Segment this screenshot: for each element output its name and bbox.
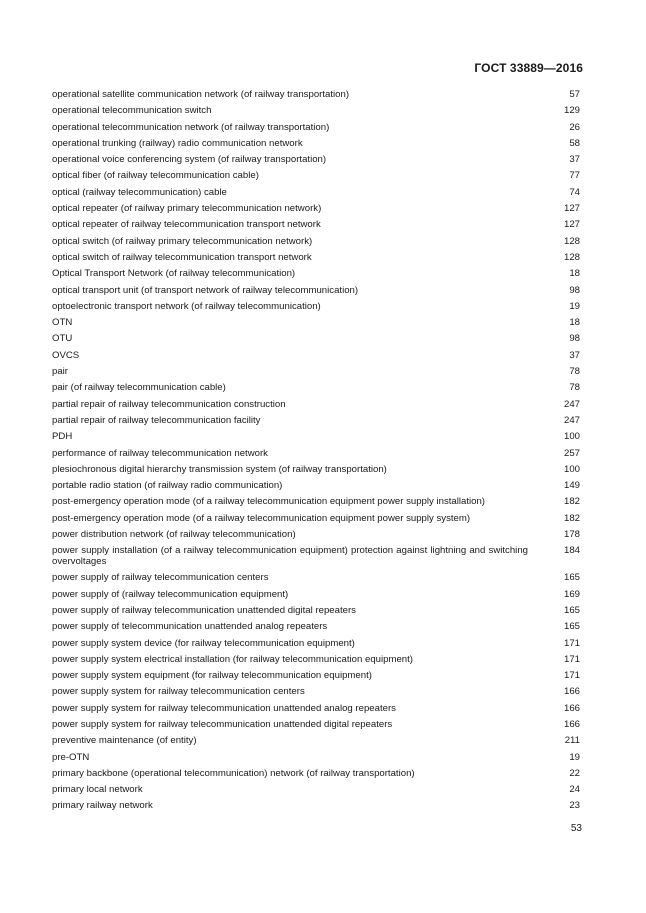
index-page-ref: 19 xyxy=(569,751,580,763)
index-term: power supply system for railway telecommunication centers xyxy=(52,686,305,698)
index-page-ref: 149 xyxy=(563,480,580,492)
index-page-ref: 127 xyxy=(563,203,580,215)
index-page-ref: 171 xyxy=(563,653,580,665)
index-entry xyxy=(52,382,580,398)
index-page-ref: 57 xyxy=(569,89,580,100)
index-term: pair (of railway telecommunication cable) xyxy=(52,382,226,394)
index-entry xyxy=(52,686,580,702)
index-page-ref: 211 xyxy=(564,735,580,747)
index-page-ref: 165 xyxy=(563,604,580,616)
index-page-ref: 171 xyxy=(563,670,580,682)
index-page-ref: 100 xyxy=(563,431,580,443)
index-term: optical fiber (of railway telecommunication cable) xyxy=(52,170,259,182)
index-entry xyxy=(52,366,580,382)
index-term: power supply system equipment (for railway telecommunication equipment) xyxy=(52,670,372,682)
index-page-ref: 165 xyxy=(563,572,580,584)
index-term: pair xyxy=(52,366,68,378)
index-entry xyxy=(52,431,580,447)
index-term: power supply system for railway telecommunication unattended digital repeaters xyxy=(52,718,393,730)
index-page-ref: 98 xyxy=(569,284,580,296)
index-entry xyxy=(52,285,580,301)
index-entry xyxy=(52,768,580,784)
index-term: post-emergency operation mode (of a railway telecommunication equipment power supply installation) xyxy=(52,496,486,508)
index-entry xyxy=(52,719,580,735)
index-page-ref: 22 xyxy=(569,767,580,779)
index-entry xyxy=(52,268,580,284)
index-entry xyxy=(52,670,580,686)
index-entry xyxy=(52,170,580,186)
index-entry xyxy=(52,187,580,203)
index-term: operational voice conferencing system (of railway transportation) xyxy=(52,154,327,166)
index-term: primary local network xyxy=(52,784,143,796)
index-term: operational satellite communication network (of railway transportation) xyxy=(52,89,350,100)
index-page-ref: 165 xyxy=(563,621,580,633)
index-page-ref: 184 xyxy=(563,545,580,557)
index-entry xyxy=(52,138,580,154)
index-term: primary backbone (operational telecommunication) network (of railway transportation) xyxy=(52,767,415,779)
index-term: power supply of railway telecommunication centers xyxy=(52,572,269,584)
page-number: 53 xyxy=(570,823,582,834)
index-page-ref: 18 xyxy=(569,317,580,329)
index-entry xyxy=(52,122,580,138)
index-page-ref: 166 xyxy=(563,686,580,698)
index-entry xyxy=(52,89,580,105)
index-term: optical switch (of railway primary telecommunication network) xyxy=(52,235,313,247)
index-term: operational telecommunication network (of railway transportation) xyxy=(52,121,330,133)
index-term: OTU xyxy=(52,333,73,345)
index-term: preventive maintenance (of entity) xyxy=(52,735,197,747)
index-entry xyxy=(52,333,580,349)
index-term: primary railway network xyxy=(52,800,153,812)
index-page-ref: 257 xyxy=(563,447,580,459)
index-entry xyxy=(52,105,580,121)
index-term: Optical Transport Network (of railway telecommunication) xyxy=(52,268,296,280)
index-entry xyxy=(52,350,580,366)
index-entry xyxy=(52,464,580,480)
index-entry xyxy=(52,638,580,654)
index-term: optical repeater of railway telecommunication transport network xyxy=(52,219,321,231)
index-term: power supply system device (for railway telecommunication equipment) xyxy=(52,637,355,649)
index-entry xyxy=(52,572,580,588)
index-term: OTN xyxy=(52,317,73,329)
index-entry xyxy=(52,654,580,670)
index-entry xyxy=(52,545,580,572)
index-page-ref: 74 xyxy=(569,186,580,198)
index-page-ref: 127 xyxy=(563,219,580,231)
index-term: power supply of railway telecommunication unattended digital repeaters xyxy=(52,604,356,616)
index-entry xyxy=(52,399,580,415)
index-entry xyxy=(52,301,580,317)
index-page-ref: 166 xyxy=(563,718,580,730)
index-term: partial repair of railway telecommunication construction xyxy=(52,398,286,410)
index-entry xyxy=(52,203,580,219)
index-term: power supply system for railway telecommunication unattended analog repeaters xyxy=(52,702,396,714)
index-page-ref: 19 xyxy=(569,300,580,312)
index-entry xyxy=(52,236,580,252)
index-entry xyxy=(52,480,580,496)
index-page-ref: 26 xyxy=(569,121,580,133)
index-term: optoelectronic transport network (of railway telecommunication) xyxy=(52,300,321,312)
index-page-ref: 182 xyxy=(563,512,580,524)
index-entry xyxy=(52,448,580,464)
index-term: power supply installation (of a railway telecommunication equipment) protection against lightning and switching overvoltages xyxy=(52,545,528,568)
index-term: post-emergency operation mode (of a railway telecommunication equipment power supply system) xyxy=(52,512,471,524)
index-page-ref: 171 xyxy=(563,637,580,649)
index-entry xyxy=(52,784,580,800)
index-page-ref: 78 xyxy=(569,382,580,394)
index-entry xyxy=(52,513,580,529)
index-term: plesiochronous digital hierarchy transmission system (of railway transportation) xyxy=(52,463,387,475)
index-page-ref: 247 xyxy=(563,414,580,426)
index-term: optical transport unit (of transport network of railway telecommunication) xyxy=(52,284,359,296)
index-page-ref: 128 xyxy=(563,235,580,247)
index-term: power supply system electrical installation (for railway telecommunication equipment) xyxy=(52,653,413,665)
index-page-ref: 166 xyxy=(563,702,580,714)
index-entry xyxy=(52,752,580,768)
index-entry xyxy=(52,529,580,545)
index-term: PDH xyxy=(52,431,73,443)
index-entry xyxy=(52,621,580,637)
index-page-ref: 37 xyxy=(569,349,580,361)
index-list xyxy=(52,89,580,817)
index-term: pre-OTN xyxy=(52,751,90,763)
index-term: power supply of (railway telecommunication equipment) xyxy=(52,588,289,600)
index-page-ref: 23 xyxy=(569,800,580,812)
index-page-ref: 129 xyxy=(563,105,580,117)
index-entry xyxy=(52,252,580,268)
index-entry xyxy=(52,317,580,333)
index-term: optical (railway telecommunication) cable xyxy=(52,186,227,198)
index-entry xyxy=(52,735,580,751)
index-entry xyxy=(52,496,580,512)
document-header: ГОСТ 33889—2016 xyxy=(474,61,583,75)
index-page-ref: 178 xyxy=(563,529,580,541)
index-page-ref: 128 xyxy=(563,251,580,263)
index-page-ref: 247 xyxy=(563,398,580,410)
index-entry xyxy=(52,154,580,170)
index-entry xyxy=(52,589,580,605)
index-term: optical switch of railway telecommunication transport network xyxy=(52,251,312,263)
index-page-ref: 24 xyxy=(569,784,580,796)
index-page-ref: 78 xyxy=(569,366,580,378)
index-entry xyxy=(52,703,580,719)
index-term: operational telecommunication switch xyxy=(52,105,212,117)
index-page-ref: 77 xyxy=(569,170,580,182)
index-page-ref: 58 xyxy=(569,137,580,149)
index-page-ref: 100 xyxy=(563,463,580,475)
index-term: portable radio station (of railway radio communication) xyxy=(52,480,283,492)
index-term: optical repeater (of railway primary telecommunication network) xyxy=(52,203,322,215)
index-term: power distribution network (of railway telecommunication) xyxy=(52,529,296,541)
index-page-ref: 182 xyxy=(563,496,580,508)
index-page-ref: 37 xyxy=(569,154,580,166)
index-term: power supply of telecommunication unattended analog repeaters xyxy=(52,621,328,633)
index-term: partial repair of railway telecommunication facility xyxy=(52,414,261,426)
index-entry xyxy=(52,415,580,431)
index-page-ref: 98 xyxy=(569,333,580,345)
index-term: OVCS xyxy=(52,349,80,361)
index-entry xyxy=(52,800,580,816)
index-page-ref: 18 xyxy=(569,268,580,280)
index-term: performance of railway telecommunication network xyxy=(52,447,268,459)
index-entry xyxy=(52,219,580,235)
index-page-ref: 169 xyxy=(563,588,580,600)
index-entry xyxy=(52,605,580,621)
index-term: operational trunking (railway) radio communication network xyxy=(52,137,303,149)
